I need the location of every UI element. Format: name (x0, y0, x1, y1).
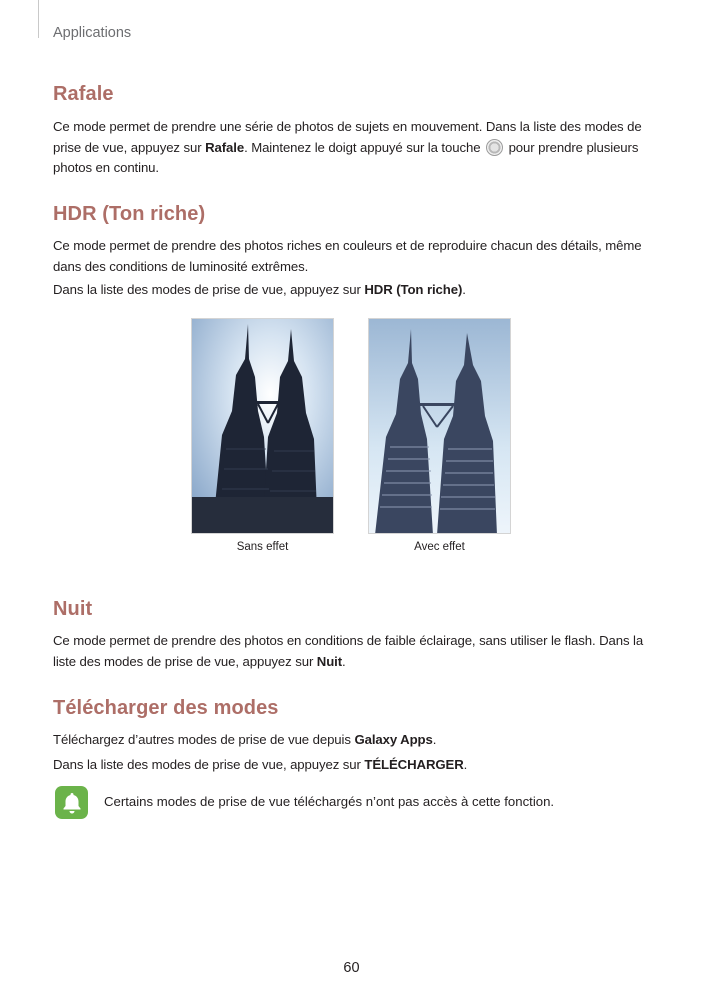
caption-sans-effet: Sans effet (236, 541, 289, 553)
margin-rule (38, 0, 39, 38)
download-line2-bold: TÉLÉCHARGER (364, 757, 464, 772)
bell-icon (55, 786, 88, 819)
download-line1-bold: Galaxy Apps (354, 732, 433, 747)
download-line2-text: Dans la liste des modes de prise de vue, appuyez sur (53, 757, 365, 772)
photo-sans-effet (191, 318, 334, 534)
download-line2-end: . (463, 757, 468, 772)
nuit-end: . (342, 653, 346, 669)
nuit-paragraph (53, 631, 653, 672)
section-title-nuit: Nuit (53, 598, 93, 620)
rafale-text-3: pour prendre plusieurs photos en continu. (53, 139, 639, 175)
rafale-bold: Rafale (205, 139, 245, 155)
hdr-instruction (53, 280, 653, 301)
note-text: Certains modes de prise de vue téléchargés n’ont pas accès à cette fonction. (104, 794, 555, 809)
section-title-telecharger: Télécharger des modes (53, 697, 279, 719)
rafale-paragraph (53, 117, 653, 179)
page-number: 60 (343, 960, 360, 976)
download-line-2 (53, 755, 653, 776)
bell-icon-glyph (61, 791, 83, 815)
hdr-description: Ce mode permet de prendre des photos riches en couleurs et de reproduire chacun des détails, même dans des conditions de luminosité extrêmes. (53, 238, 642, 274)
rafale-text-1: Ce mode permet de prendre une série de photos de sujets en mouvement. Dans la liste des modes de prise de vue, appuyez sur (53, 119, 642, 155)
hdr-instruction-text: Dans la liste des modes de prise de vue, appuyez sur (53, 282, 365, 297)
section-title-rafale: Rafale (53, 83, 114, 105)
hdr-instruction-end: . (462, 282, 466, 297)
download-line1-end: . (432, 732, 437, 747)
nuit-bold: Nuit (316, 653, 343, 669)
caption-avec-effet: Avec effet (414, 541, 465, 553)
hdr-instruction-bold: HDR (Ton riche) (364, 282, 463, 297)
rafale-text-2: . Maintenez le doigt appuyé sur la touche (244, 139, 484, 155)
shutter-button-icon (486, 139, 503, 156)
running-header: Applications (53, 25, 132, 41)
photo-avec-effet (368, 318, 511, 534)
section-title-hdr: HDR (Ton riche) (53, 203, 206, 225)
download-line1-text: Téléchargez d’autres modes de prise de vue depuis (53, 732, 355, 747)
download-line-1 (53, 730, 653, 751)
nuit-text: Ce mode permet de prendre des photos en conditions de faible éclairage, sans utiliser le flash. Dans la liste des modes de prise de vue, appuyez sur (53, 633, 644, 669)
